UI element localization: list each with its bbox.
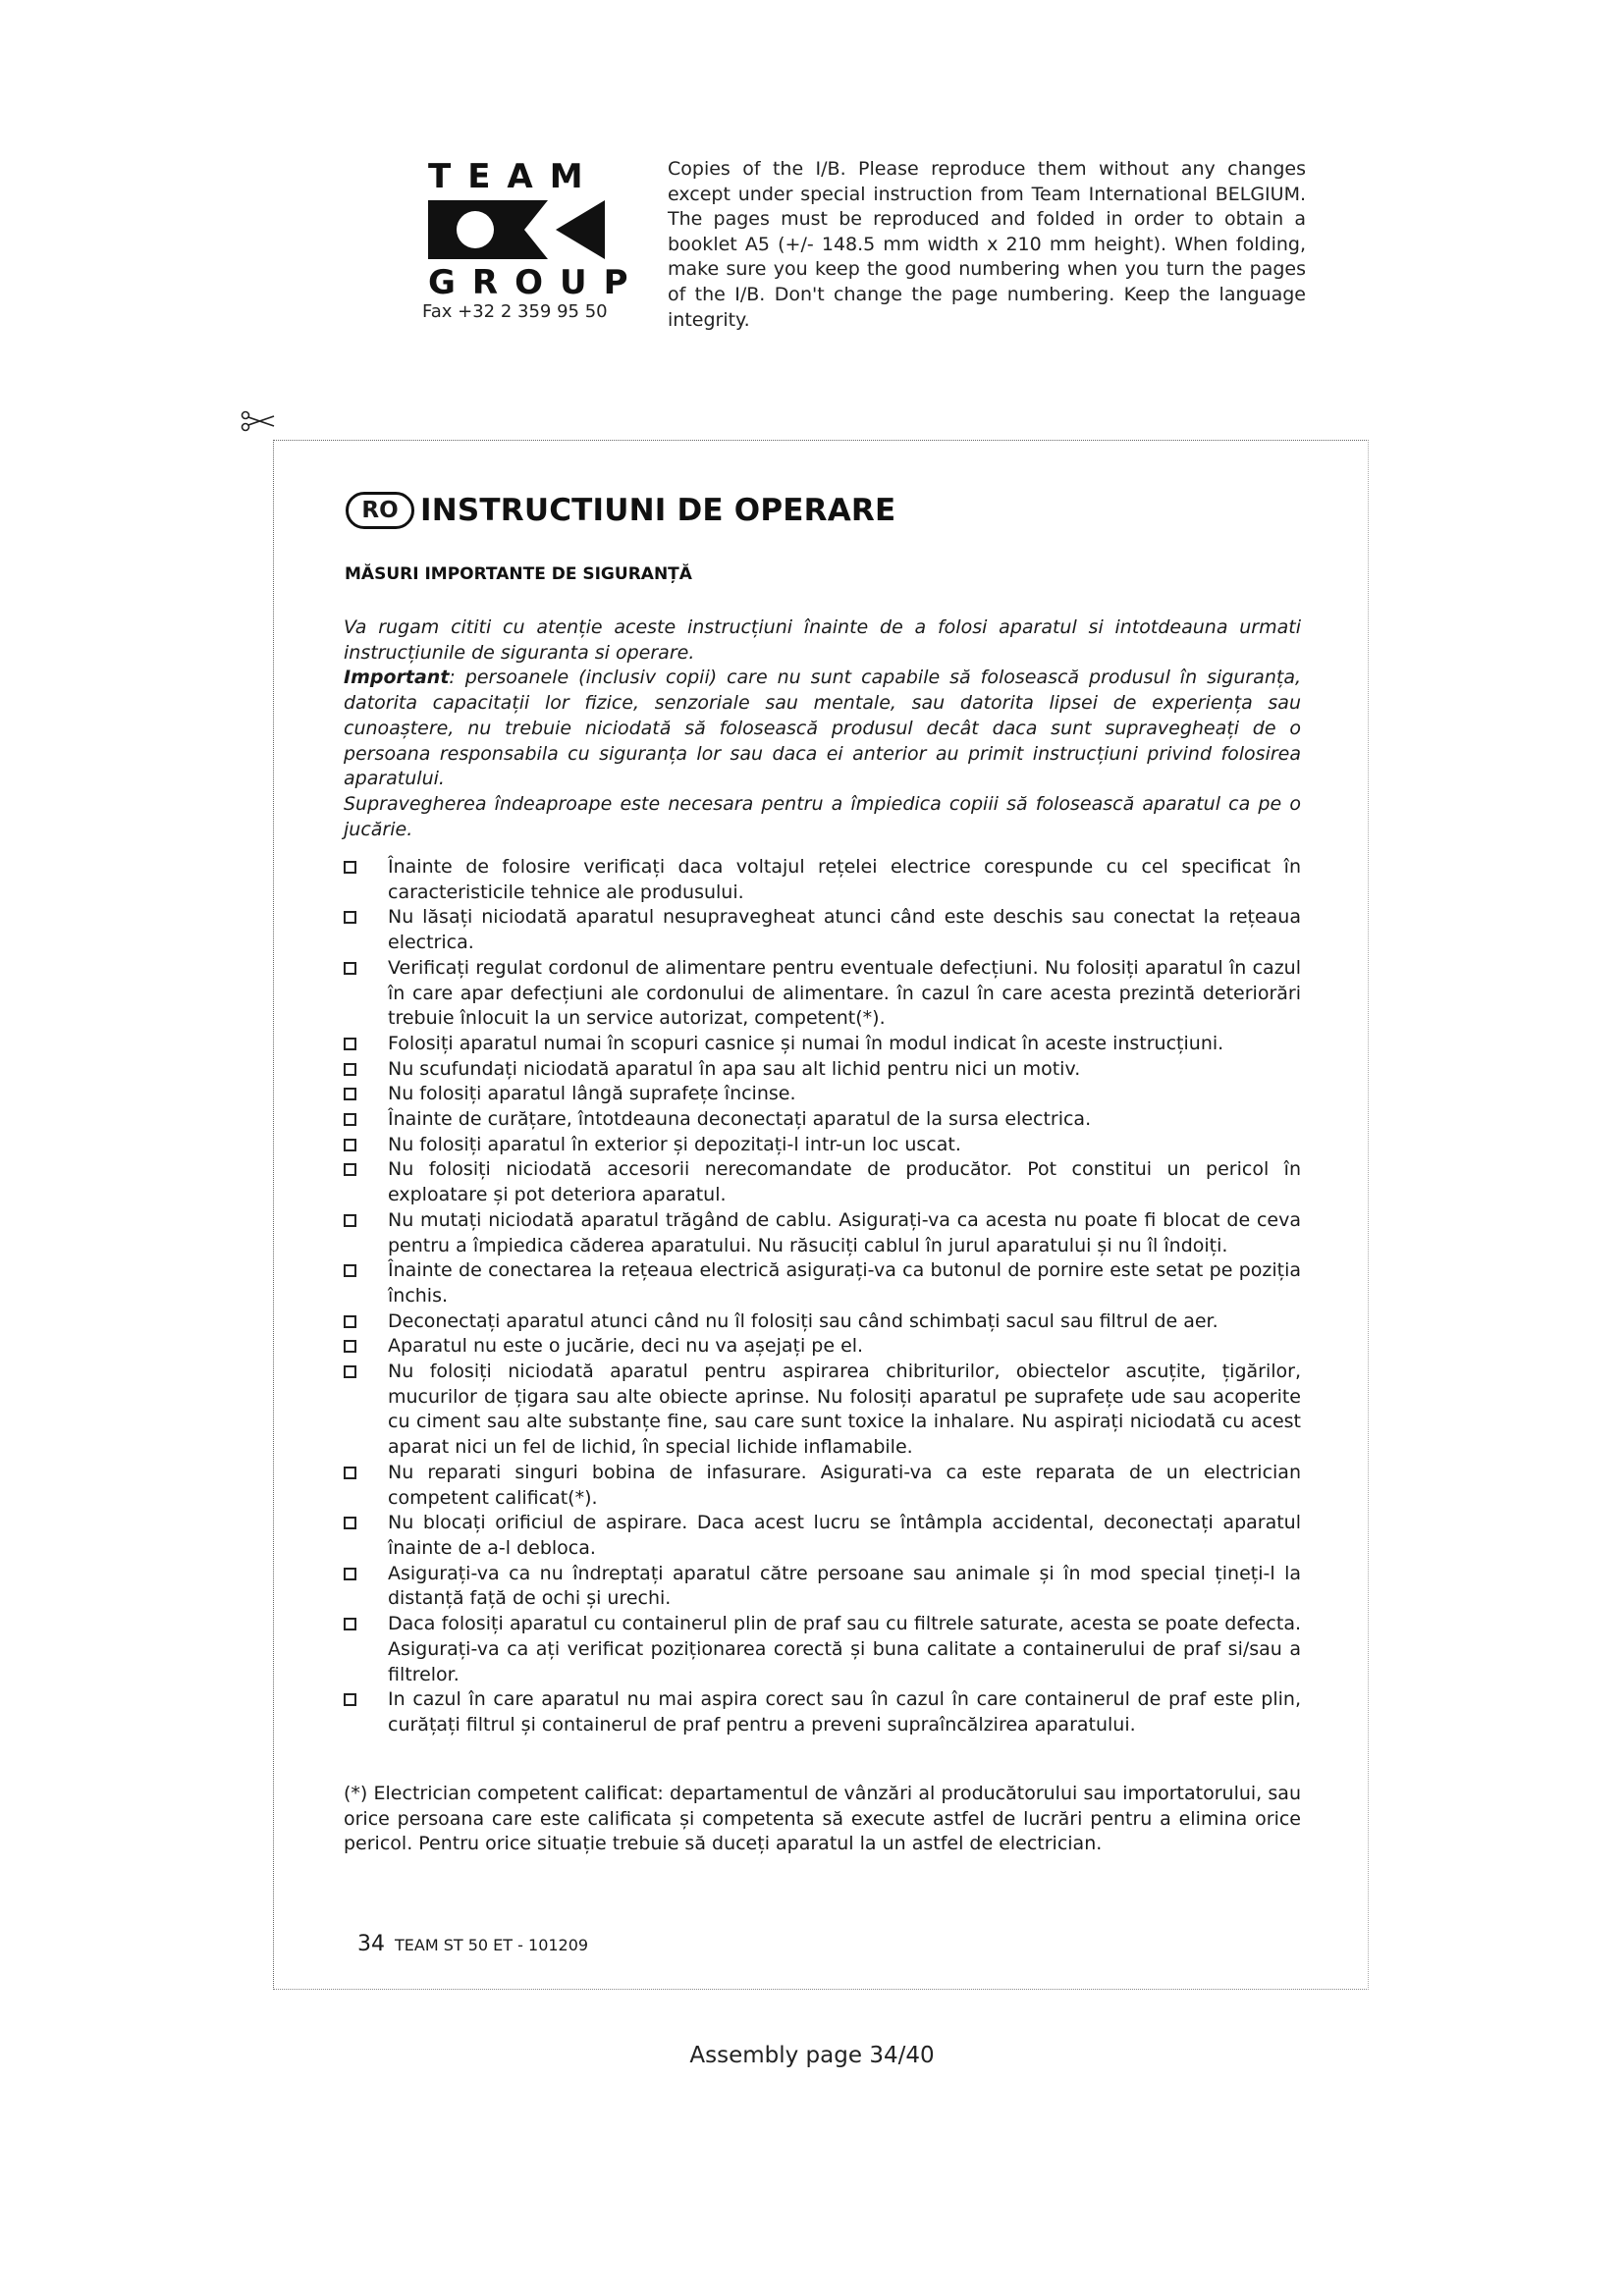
checkbox-bullet-icon [344, 1467, 356, 1479]
checkbox-bullet-icon [344, 1568, 356, 1580]
list-item [344, 1057, 1301, 1083]
list-item [344, 1133, 1301, 1158]
intro-text [344, 615, 1301, 842]
list-item [344, 1334, 1301, 1360]
list-item [344, 1612, 1301, 1687]
list-item-text: Nu reparati singuri bobina de infasurare. Asigurati-va ca este reparata de un electrician competent calificat(*). [388, 1461, 1301, 1509]
checkbox-bullet-icon [344, 1365, 356, 1378]
list-item-text: Aparatul nu este o jucărie, deci nu va așejați pe el. [388, 1335, 864, 1358]
list-item-text: Înainte de conectarea la rețeaua electrică asigurați-va ca butonul de pornire este setat pe poziția închis. [388, 1259, 1301, 1307]
list-item [344, 956, 1301, 1032]
checkbox-bullet-icon [344, 1038, 356, 1050]
safety-list [344, 855, 1301, 1738]
list-item [344, 1309, 1301, 1335]
intro-paragraph-3: Supravegherea îndeaproape este necesara pentru a împiedica copiii să folosească aparatul ca pe o jucărie. [344, 792, 1301, 840]
copy-notice: Copies of the I/B. Please reproduce them without any changes except under special instruction from Team International BELGIUM. The pages must be reproduced and folded in order to obtain a booklet A5 (+/- 148.5 mm width x 210 mm height). When folding, make sure you keep the good numbering when you turn the pages of the I/B. Don't change the page numbering. Keep the language integrity. [668, 158, 1306, 331]
list-item [344, 1511, 1301, 1561]
important-text: : persoanele (inclusiv copii) care nu sunt capabile să folosească produsul în siguranța, datorita capacitații lor fizice, senzoriale sau mentale, sau datorita lipsei de experiența sau cunoaștere, nu trebuie niciodată să folosească produsul decât daca sunt supravegheați de o persoana responsabila cu siguranța lor sau daca ei anterior au primit instrucțiuni privind folosirea aparatului. [344, 667, 1301, 790]
language-badge: RO [346, 492, 414, 529]
important-label: Important [344, 667, 450, 689]
checkbox-bullet-icon [344, 861, 356, 874]
list-item [344, 855, 1301, 905]
checkbox-bullet-icon [344, 1618, 356, 1630]
list-item [344, 905, 1301, 955]
logo-word-group: GROUP [428, 263, 645, 302]
list-item [344, 1208, 1301, 1258]
list-item-text: Nu folosiți niciodată aparatul pentru aspirarea chibriturilor, obiectelor ascuțite, țigărilor, mucurilor de țigara sau alte obiecte aprinse. Nu folosiți aparatul pe suprafețe ude sau acoperite cu ciment sau alte substanțe fine, sau care sunt toxice la inhalare. Nu aspirați niciodată cu acest aparat nici un fel de lichid, în special lichide inflamabile. [388, 1361, 1301, 1459]
model-code: TEAM ST 50 ET - 101209 [395, 1936, 589, 1954]
checkbox-bullet-icon [344, 1693, 356, 1706]
header [422, 157, 1326, 353]
scissors-icon [241, 410, 276, 432]
list-item-text: Deconectați aparatul atunci când nu îl folosiți sau când schimbați sacul sau filtrul de aer. [388, 1309, 1218, 1332]
page-title: INSTRUCTIUNI DE OPERARE [420, 493, 896, 528]
list-item-text: Asigurați-va ca nu îndreptați aparatul către persoane sau animale și în mod special țineți-l la distanță față de ochi și urechi. [388, 1562, 1301, 1610]
list-item [344, 1032, 1301, 1057]
intro-paragraph-2 [344, 666, 1301, 792]
list-item-text: Nu scufundați niciodată aparatul în apa sau alt lichid pentru nici un motiv. [388, 1057, 1081, 1080]
list-item-text: Nu folosiți niciodată accesorii nerecomandate de producător. Pot constitui un pericol în exploatare și pot deteriora aparatul. [388, 1158, 1301, 1206]
list-item-text: Nu folosiți aparatul lângă suprafețe încinse. [388, 1083, 796, 1105]
list-item-text: Înainte de folosire verificați daca voltajul rețelei electrice corespunde cu cel specificat în caracteristicile tehnice ale produsului. [388, 856, 1301, 903]
instruction-panel [273, 440, 1369, 1990]
list-item [344, 1687, 1301, 1737]
list-item-text: Daca folosiți aparatul cu containerul plin de praf sau cu filtrele saturate, acesta se poate defecta. Asigurați-va ca ați verificat poziționarea corectă și buna calitate a containerului de praf si/sau a filtrelor. [388, 1613, 1301, 1685]
list-item-text: Nu lăsați niciodată aparatul nesupravegheat atunci când este deschis sau conectat la rețeaua electrica. [388, 906, 1301, 954]
checkbox-bullet-icon [344, 1214, 356, 1227]
list-item-text: Folosiți aparatul numai în scopuri casnice și numai în modul indicat în aceste instrucțiuni. [388, 1032, 1224, 1054]
assembly-page-label: Assembly page 34/40 [689, 2043, 935, 2068]
list-item [344, 1258, 1301, 1308]
list-item [344, 1562, 1301, 1612]
list-item [344, 1107, 1301, 1133]
checkbox-bullet-icon [344, 911, 356, 924]
intro-paragraph-1: Va rugam cititi cu atenție aceste instrucțiuni înainte de a folosi aparatul si intotdeauna urmati instrucțiunile de siguranta si operare. [344, 616, 1301, 664]
checkbox-bullet-icon [344, 1340, 356, 1353]
list-item [344, 1461, 1301, 1511]
list-item [344, 1360, 1301, 1461]
logo-word-team: TEAM [428, 157, 600, 196]
page-number: 34 [357, 1932, 385, 1956]
footnote: (*) Electrician competent calificat: departamentul de vânzări al producătorului sau importatorului, sau orice persoana care este calificata și competenta să execute astfel de lucrări pentru a elimina orice pericol. Pentru orice situație trebuie să duceți aparatul la un astfel de electrician. [344, 1783, 1301, 1855]
list-item-text: Verificați regulat cordonul de alimentare pentru eventuale defecțiuni. Nu folosiți aparatul în cazul în care apar defecțiuni ale cordonului de alimentare. în cazul în care acesta prezintă deteriorări trebuie înlocuit la un service autorizat, competent(*). [388, 956, 1301, 1030]
list-item [344, 1157, 1301, 1207]
list-item-text: Înainte de curățare, întotdeauna deconectați aparatul de la sursa electrica. [388, 1108, 1092, 1131]
list-item-text: Nu folosiți aparatul în exterior și depozitați-l intr-un loc uscat. [388, 1133, 961, 1155]
fax-number: Fax +32 2 359 95 50 [422, 301, 608, 322]
checkbox-bullet-icon [344, 1113, 356, 1126]
checkbox-bullet-icon [344, 1088, 356, 1100]
section-subheading: MĂSURI IMPORTANTE DE SIGURANȚĂ [345, 564, 692, 584]
checkbox-bullet-icon [344, 1139, 356, 1151]
checkbox-bullet-icon [344, 1315, 356, 1328]
checkbox-bullet-icon [344, 1063, 356, 1076]
section-title [346, 492, 895, 529]
list-item-text: Nu blocați orificiul de aspirare. Daca acest lucru se întâmpla accidental, deconectați aparatul înainte de a-l debloca. [388, 1512, 1301, 1559]
list-item [344, 1082, 1301, 1107]
page-footer [357, 1932, 588, 1956]
checkbox-bullet-icon [344, 1517, 356, 1529]
checkbox-bullet-icon [344, 1163, 356, 1176]
checkbox-bullet-icon [344, 962, 356, 975]
list-item-text: In cazul în care aparatul nu mai aspira corect sau în cazul în care containerul de praf este plin, curățați filtrul și containerul de praf pentru a preveni supraîncălzirea aparatului. [388, 1688, 1301, 1735]
checkbox-bullet-icon [344, 1264, 356, 1277]
list-item-text: Nu mutați niciodată aparatul trăgând de cablu. Asigurați-va ca acesta nu poate fi blocat de ceva pentru a împiedica căderea aparatului. Nu răsuciți cablul în jurul aparatului și nu îl îndoiți. [388, 1208, 1301, 1256]
logo-mark-icon [428, 200, 605, 259]
